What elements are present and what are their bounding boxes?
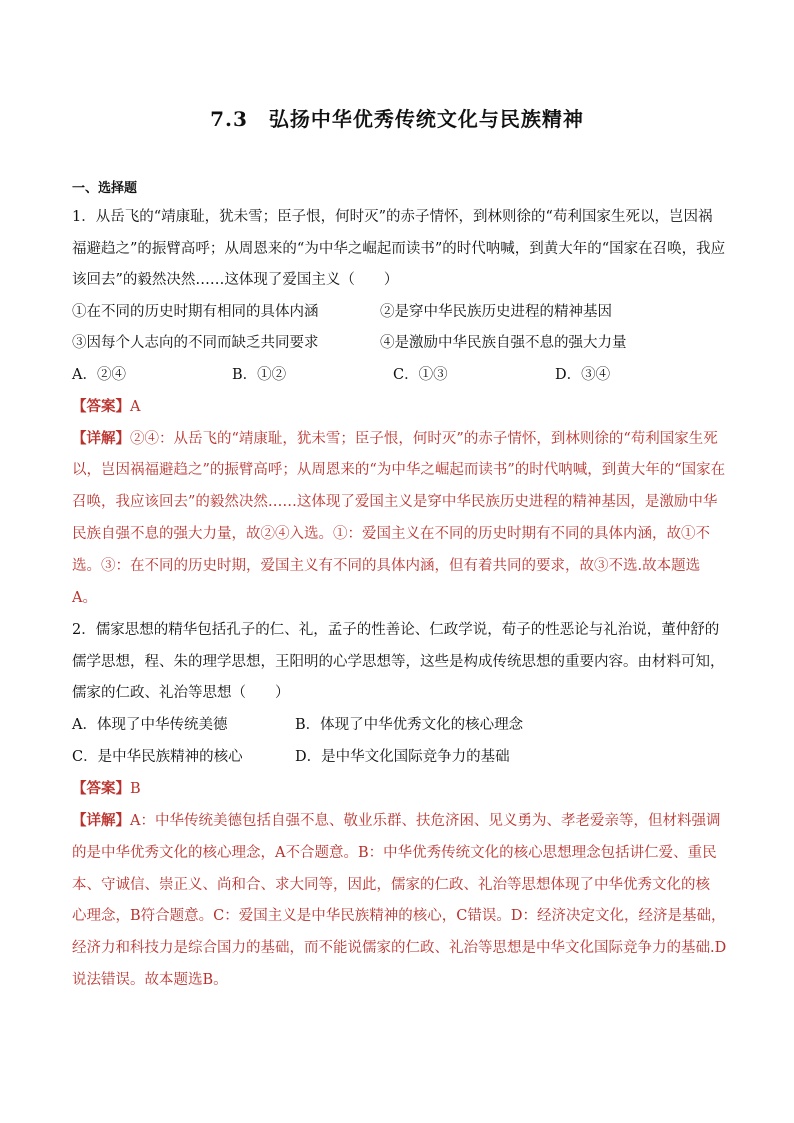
q1-option-c: C．①③ xyxy=(393,367,448,383)
answer-label: 【答案】 xyxy=(72,398,130,415)
q2-detail-line: 说法错误。故本题选B。 xyxy=(72,972,228,988)
q2-answer xyxy=(72,779,752,799)
q1-statement-2: ②是穿中华民族历史进程的精神基因 xyxy=(380,304,612,320)
q1-detail-line: 召唤，我应该回去”的毅然决然……这体现了爱国主义是穿中华民族历史进程的精神基因，是激励中华 xyxy=(72,494,718,510)
q2-detail-line xyxy=(72,811,752,831)
q2-stem-line: 儒家的仁政、礼治等思想（ ） xyxy=(72,685,290,701)
answer-value: B xyxy=(130,781,141,797)
q2-detail-line: 的是中华优秀文化的核心理念，A不合题意。B：中华优秀传统文化的核心思想理念包括讲仁爱、重民 xyxy=(72,845,717,861)
q1-statement-1: ①在不同的历史时期有相同的具体内涵 xyxy=(72,304,319,320)
q2-detail-line: 经济力和科技力是综合国力的基础，而不能说儒家的仁政、礼治等思想是中华文化国际竞争力的基础.D xyxy=(72,940,727,956)
detail-text: ②④：从岳飞的“靖康耻，犹未雪；臣子恨，何时灭”的赤子情怀，到林则徐的“苟利国家生死 xyxy=(130,431,718,447)
section-heading: 一、选择题 xyxy=(72,181,138,196)
q1-option-d: D．③④ xyxy=(555,367,611,383)
q1-option-b: B．①② xyxy=(232,367,287,383)
q2-stem-line: 2．儒家思想的精华包括孔子的仁、礼，孟子的性善论、仁政学说，荀子的性恶论与礼治说，董仲舒的 xyxy=(72,622,720,638)
q1-option-a: A．②④ xyxy=(72,367,126,383)
q2-detail-line: 本、守诚信、崇正义、尚和合、求大同等，因此，儒家的仁政、礼治等思想体现了中华优秀文化的核 xyxy=(72,877,710,893)
q1-detail-line: 选。③：在不同的历史时期，爱国主义有不同的具体内涵，但有着共同的要求，故③不选.故本题选 xyxy=(72,558,701,574)
q1-detail-line: 民族自强不息的强大力量，故②④入选。①：爱国主义在不同的历史时期有不同的具体内涵，故①不 xyxy=(72,526,710,542)
answer-value: A xyxy=(130,399,141,415)
q2-option-d: D．是中华文化国际竞争力的基础 xyxy=(295,749,510,765)
detail-text: A：中华传统美德包括自强不息、敬业乐群、扶危济困、见义勇为、孝老爱亲等，但材料强调 xyxy=(130,813,721,829)
q1-statement-3: ③因每个人志向的不同而缺乏共同要求 xyxy=(72,335,319,351)
detail-label: 【详解】 xyxy=(72,430,130,447)
q1-stem-line: 该回去”的毅然决然……这体现了爱国主义（ ） xyxy=(72,272,399,288)
q2-option-b: B．体现了中华优秀文化的核心理念 xyxy=(295,717,524,733)
q2-option-a: A．体现了中华传统美德 xyxy=(72,717,228,733)
q1-statement-4: ④是激励中华民族自强不息的强大力量 xyxy=(380,335,627,351)
answer-label: 【答案】 xyxy=(72,780,130,797)
q2-option-c: C．是中华民族精神的核心 xyxy=(72,749,243,765)
q1-answer xyxy=(72,397,752,417)
q1-stem-line: 福避趋之”的振臂高呼；从周恩来的“为中华之崛起而读书”的时代呐喊，到黄大年的“国家在召唤，我应 xyxy=(72,241,726,257)
detail-label: 【详解】 xyxy=(72,812,130,829)
q2-stem-line: 儒学思想，程、朱的理学思想，王阳明的心学思想等，这些是构成传统思想的重要内容。由材料可知， xyxy=(72,654,725,670)
q1-detail-line xyxy=(72,429,752,449)
q1-stem-line: 1．从岳飞的“靖康耻，犹未雪；臣子恨，何时灭”的赤子情怀，到林则徐的“苟利国家生死以，岂因祸 xyxy=(72,209,713,225)
page-title: 7.3 弘扬中华优秀传统文化与民族精神 xyxy=(210,107,584,131)
q1-detail-line: A。 xyxy=(72,590,97,606)
q1-detail-line: 以，岂因祸福避趋之”的振臂高呼；从周恩来的“为中华之崛起而读书”的时代呐喊，到黄大年的“国家在 xyxy=(72,462,726,478)
q2-detail-line: 心理念，B符合题意。C：爱国主义是中华民族精神的核心，C错误。D：经济决定文化，经济是基础， xyxy=(72,908,726,924)
